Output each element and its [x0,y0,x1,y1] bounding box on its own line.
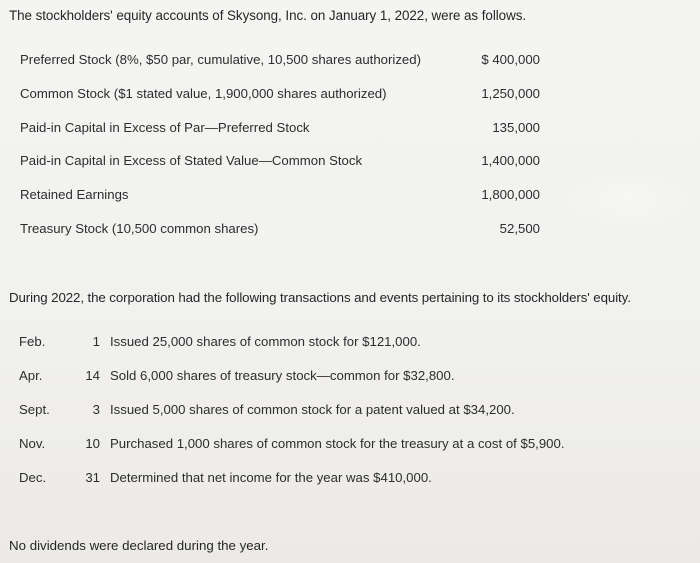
equity-row-retained-earnings [20,187,540,221]
transaction-day: 31 [85,470,100,485]
equity-accounts-table [20,52,540,255]
transaction-day: 10 [85,436,100,451]
transaction-month: Dec. [19,470,47,485]
equity-row-common-stock [20,86,540,120]
equity-label: Preferred Stock (8%, $50 par, cumulative, 10,500 shares authorized) [20,52,421,67]
transaction-description: Determined that net income for the year was $410,000. [110,470,432,485]
transaction-row [19,334,619,368]
equity-label: Paid-in Capital in Excess of Stated Value—Common Stock [20,153,363,169]
equity-amount: 52,500 [499,220,540,236]
transaction-month: Nov. [19,436,46,451]
transaction-month: Feb. [19,334,46,349]
equity-amount: $ 400,000 [481,52,540,67]
transaction-description: Issued 25,000 shares of common stock for $121,000. [110,334,421,349]
transaction-month: Sept. [19,402,50,417]
transactions-table [19,334,619,504]
equity-label: Treasury Stock (10,500 common shares) [20,220,259,236]
equity-row-treasury-stock [20,221,540,255]
photo-glare [560,170,700,230]
equity-row-pic-preferred [20,120,540,154]
transaction-day: 1 [92,334,100,349]
equity-amount: 1,400,000 [481,153,540,169]
closing-note: No dividends were declared during the year. [9,538,269,553]
equity-label: Common Stock ($1 stated value, 1,900,000 shares authorized) [20,85,387,101]
equity-row-pic-common [20,153,540,187]
transaction-row [19,402,619,436]
equity-label: Paid-in Capital in Excess of Par—Preferred Stock [20,119,310,135]
transactions-intro-text: During 2022, the corporation had the following transactions and events pertaining to its stockholders' equity. [9,290,631,305]
equity-amount: 1,250,000 [481,85,540,101]
transaction-day: 3 [92,402,100,417]
transaction-description: Issued 5,000 shares of common stock for a patent valued at $34,200. [110,402,515,417]
equity-amount: 1,800,000 [481,187,540,203]
transaction-row [19,436,619,470]
transaction-month: Apr. [19,368,43,383]
transaction-description: Sold 6,000 shares of treasury stock—common for $32,800. [110,368,455,383]
transaction-row [19,470,619,504]
transaction-row [19,368,619,402]
equity-amount: 135,000 [492,119,540,135]
equity-row-preferred-stock [20,52,540,86]
equity-label: Retained Earnings [20,187,129,203]
transaction-day: 14 [85,368,100,383]
intro-text: The stockholders' equity accounts of Skysong, Inc. on January 1, 2022, were as follows. [9,8,527,23]
transaction-description: Purchased 1,000 shares of common stock for the treasury at a cost of $5,900. [110,436,565,451]
